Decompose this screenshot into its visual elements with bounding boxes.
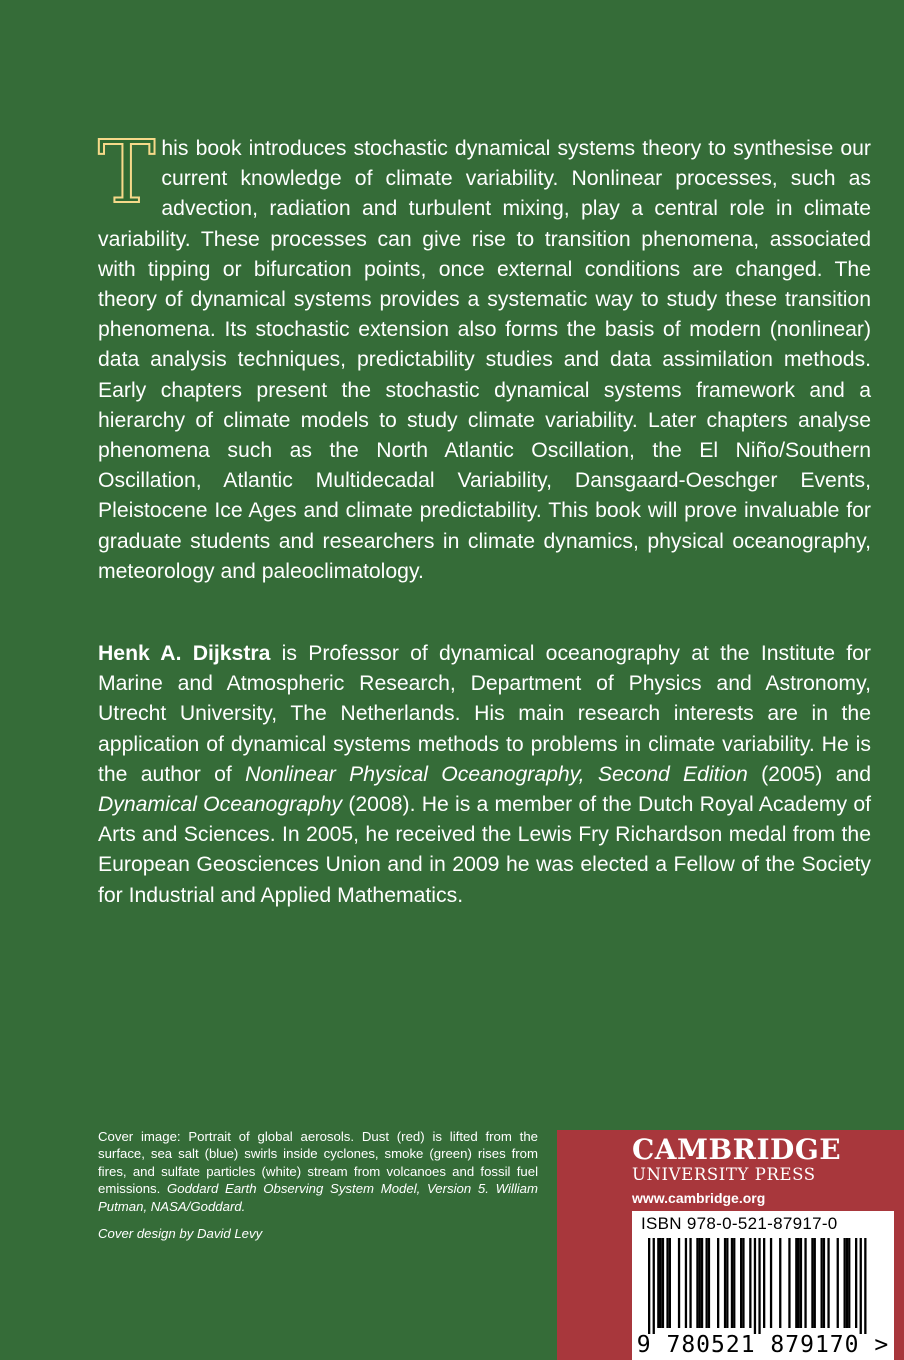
barcode-bar <box>788 1238 790 1328</box>
bio-book-title-2: Dynamical Oceanography <box>98 793 343 817</box>
barcode-bar <box>770 1238 772 1328</box>
barcode-bar <box>754 1238 756 1334</box>
barcode-bar <box>653 1238 655 1334</box>
drop-cap-letter: T <box>98 123 156 223</box>
barcode-bar <box>662 1238 664 1328</box>
barcode-bar <box>848 1238 850 1328</box>
barcode-bar <box>657 1238 659 1328</box>
publisher-name: CAMBRIDGE <box>632 1133 842 1166</box>
barcode-bar <box>821 1238 823 1328</box>
author-name: Henk A. Dijkstra <box>98 642 271 665</box>
author-bio <box>98 639 871 911</box>
bio-text-3: (2008). He is a member of the Dutch Royal Academy of Arts and Sciences. In 2005, he received the Lewis Fry Richardson medal from the European Geosciences Union and in 2009 he was elected a Fellow of the Society for Industrial and Applied Mathematics. <box>98 793 872 907</box>
barcode-bar <box>699 1238 701 1328</box>
bio-text-2: (2005) and <box>747 762 872 786</box>
bio-book-title-1: Nonlinear Physical Oceanography, Second Edition <box>245 762 748 786</box>
bio-text-1: is Professor of dynamical oceanography at the Institute for Marine and Atmospheric Research, Department of Physics and Astronomy, Utrecht University, The Netherlands. His main research interests are in the application of dynamical systems methods to problems in climate variability. He is the author of <box>98 642 871 786</box>
barcode-bar <box>823 1238 825 1328</box>
barcode-bar <box>749 1238 751 1328</box>
book-description <box>98 123 871 587</box>
description-text: his book introduces stochastic dynamical systems theory to synthesise our current knowledge of climate variability. Nonlinear processes, such as advection, radiation and turbulent mixing, play a central role in climate variability. These processes can give rise to transition phenomena, associated with tipping or bifurcation points, once external conditions are changed. The theory of dynamical systems provides a systematic way to study these transition phenomena. Its stochastic extension also forms the basis of modern (nonlinear) data analysis techniques, predictability studies and data assimilation methods. Early chapters present the stochastic dynamical systems framework and a hierarchy of climate models to study climate variability. Later chapters analyse phenomena such as the North Atlantic Oscillation, the El Niño/Southern Oscillation, Atlantic Multidecadal Variability, Dansgaard-Oeschger Events, Pleistocene Ice Ages and climate predictability. This book will prove invaluable for graduate students and researchers in climate dynamics, physical oceanography, meteorology and paleoclimatology. <box>98 137 871 583</box>
isbn-label: ISBN 978-0-521-87917-0 <box>641 1214 838 1233</box>
barcode-bar <box>779 1238 781 1328</box>
barcode-digits: 9 780521 879170 > <box>636 1332 890 1358</box>
barcode-bar <box>660 1238 662 1328</box>
barcode-bar <box>733 1238 735 1328</box>
publisher-subtitle: UNIVERSITY PRESS <box>632 1165 816 1184</box>
barcode-bar <box>804 1238 806 1328</box>
barcode-bar <box>726 1238 728 1328</box>
barcode-bar <box>795 1238 797 1328</box>
barcode-bar <box>811 1238 813 1328</box>
cover-design-credit: Cover design by David Levy <box>98 1226 263 1241</box>
barcode-bar <box>860 1238 862 1334</box>
cover-image-credit <box>98 1128 538 1215</box>
barcode-bar <box>678 1238 680 1328</box>
barcode-bar <box>742 1238 744 1328</box>
barcode-bar <box>717 1238 719 1328</box>
barcode-bar <box>837 1238 839 1328</box>
barcode-bar <box>740 1238 742 1328</box>
barcode-bar <box>814 1238 816 1328</box>
barcode-bar <box>763 1238 765 1328</box>
barcode-bar <box>844 1238 846 1328</box>
publisher-url: www.cambridge.org <box>632 1190 766 1206</box>
cover-credit-source: Goddard Earth Observing System Model, Version 5. William Putman, NASA/Goddard. <box>98 1181 538 1214</box>
barcode-bar <box>696 1238 698 1328</box>
barcode-bar <box>731 1238 733 1328</box>
barcode-bar <box>685 1238 687 1328</box>
barcode-bar <box>855 1238 857 1328</box>
cover-credit-text: Cover image: Portrait of global aerosols. Dust (red) is lifted from the surface, sea salt (blue) swirls inside cyclones, smoke (green) rises from fires, and sulfate particles (white) stream from volcanoes and fossil fuel emissions. <box>98 1129 538 1197</box>
barcode-bar <box>864 1238 866 1334</box>
barcode-bar <box>701 1238 703 1328</box>
barcode-bar <box>648 1238 650 1334</box>
barcode-bar <box>827 1238 829 1328</box>
barcode-bar <box>689 1238 691 1328</box>
barcode-bar <box>706 1238 708 1328</box>
barcode-bar <box>758 1238 760 1334</box>
barcode-bar <box>708 1238 710 1328</box>
barcode-bar <box>798 1238 800 1328</box>
barcode-bar <box>800 1238 802 1328</box>
barcode-bar <box>666 1238 668 1328</box>
barcode-bar <box>724 1238 726 1328</box>
barcode-icon <box>642 1238 886 1334</box>
barcode-bar <box>669 1238 671 1328</box>
barcode-bar <box>846 1238 848 1328</box>
